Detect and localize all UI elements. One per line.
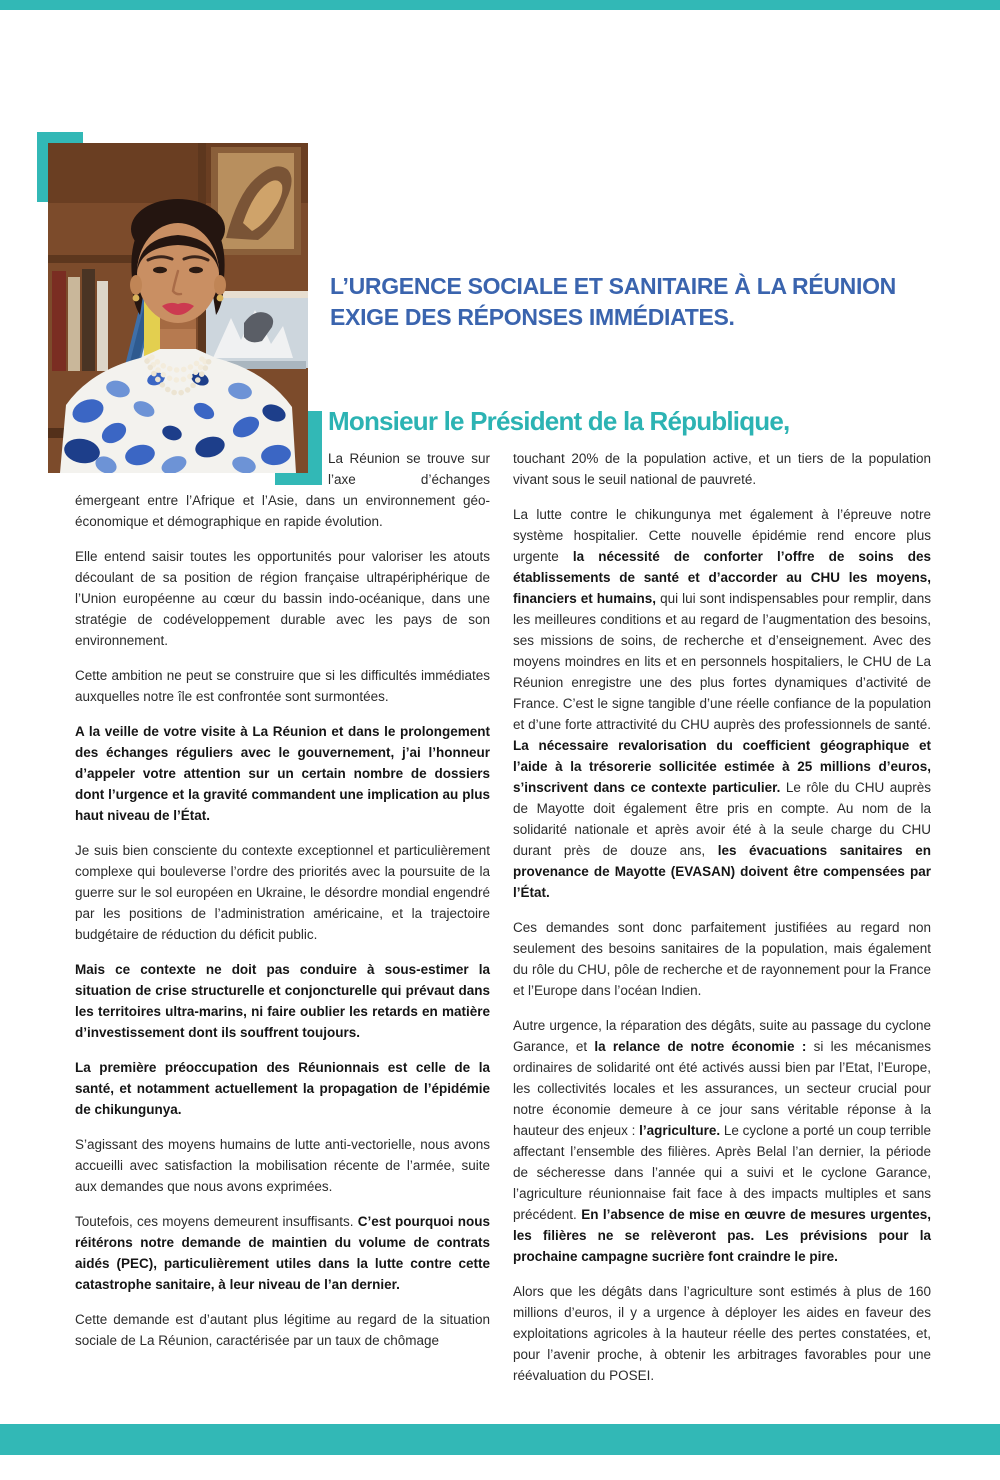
text-run: Ces demandes sont donc parfaitement justifiées au regard non seulement des besoins sanitaires de la population, mais également du rôle du CHU, pôle de recherche et de rayonnement pour la France et l’Europe dans l’océan Indien. (513, 920, 931, 998)
left-column (75, 448, 490, 1400)
paragraph (75, 840, 490, 945)
text-run: Le cyclone a porté un coup terrible affectant l’ensemble des filières. Après Belal l’an dernier, la période de sécheresse dans l’année qui a suivi et le cyclone Garance, l’agriculture réunionnaise fait face à des impacts multiples et sans précédent. (513, 1123, 932, 1222)
paragraph (75, 546, 490, 651)
text-run: Elle entend saisir toutes les opportunités pour valoriser les atouts découlant de sa position de région française ultrapériphérique de l’Union européenne au cœur du bassin indo-océanique, dans une stratégie de codéveloppement durable avec les pays de son environnement. (75, 549, 490, 648)
paragraph (75, 1309, 490, 1351)
paragraph (75, 1134, 490, 1197)
paragraph (75, 1211, 490, 1295)
paragraph (513, 1015, 931, 1267)
bold-text-run: la nécessité de conforter l’offre de soins des établissements de santé et d’accorder au CHU les moyens, financiers et humains, (513, 549, 931, 606)
bold-text-run: C’est pourquoi nous réitérons notre demande de maintien du volume de contrats aidés (PEC), particulièrement utiles dans la lutte contre cette catastrophe sanitaire, à leur niveau de l’an dernier. (75, 1214, 490, 1292)
text-run: La Réunion se trouve sur l’axe d’échanges émergeant entre l’Afrique et l’Asie, dans un environnement géo-économique et démographique en rapide évolution. (75, 451, 490, 529)
bold-text-run: Mais ce contexte ne doit pas conduire à sous-estimer la situation de crise structurelle et conjoncturelle qui prévaut dans les territoires ultra-marins, ni faire oublier les retards en matière d’investissement dont ils souffrent toujours. (75, 962, 490, 1040)
text-run: si les mécanismes ordinaires de solidarité ont été activés aussi bien par l’Etat, l’Europe, les collectivités locales et les assurances, un secteur crucial pour notre économie demeure à ce jour sans véritable réponse à la hauteur des enjeux : (513, 1039, 931, 1138)
text-run: Alors que les dégâts dans l’agriculture sont estimés à plus de 160 millions d’euros, il y a urgence à déployer les aides en faveur des exploitations agricoles à la hauteur réelle des pertes constatées, et, pour l’avenir proche, à obtenir les arbitrages favorables pour une réévaluation du POSEI. (513, 1284, 931, 1383)
headline-line-1: L’URGENCE SOCIALE ET SANITAIRE À LA RÉUNION (330, 273, 896, 299)
text-run: Le rôle du CHU auprès de Mayotte doit également être pris en compte. Au nom de la solidarité nationale et après avoir été à la seule charge du CHU durant près de douze ans, (513, 780, 931, 858)
text-run: S’agissant des moyens humains de lutte anti-vectorielle, nous avons accueilli avec satisfaction la mobilisation récente de l’armée, suite aux demandes que nous avons exprimées. (75, 1137, 490, 1194)
paragraph (75, 721, 490, 826)
bold-text-run: La nécessaire revalorisation du coefficient géographique et l’aide à la trésorerie sollicitée estimée à 25 millions d’euros, s’inscrivent dans ce contexte particulier. (513, 738, 931, 795)
text-run: Je suis bien consciente du contexte exceptionnel et particulièrement complexe qui bouleverse l’ordre des priorités avec la poursuite de la guerre sur le sol européen en Ukraine, le désordre mondial engendré par les positions de l’administration américaine, et la trajectoire budgétaire de réduction du déficit public. (75, 843, 490, 942)
text-run: Autre urgence, la réparation des dégâts, suite au passage du cyclone Garance, et (513, 1018, 931, 1054)
portrait-illustration (48, 143, 308, 473)
text-run: qui lui sont indispensables pour remplir, dans les meilleures conditions et au regard de l’augmentation des besoins, ses missions de soins, de recherche et d’enseignement. Avec des moyens moindres en lits et en personnels hospitaliers, le CHU de La Réunion enregistre une des plus fortes dynamiques d’activité de France. C’est le signe tangible d’une réelle confiance de la population et d’une forte attractivité du CHU auprès des professionnels de santé. (513, 591, 931, 732)
paragraph (75, 665, 490, 707)
top-accent-bar (0, 0, 1000, 10)
bold-text-run: En l’absence de mise en œuvre de mesures urgentes, les filières ne se relèveront pas. Les prévisions pour la prochaine campagne sucrière font craindre le pire. (513, 1207, 932, 1264)
paragraph (75, 959, 490, 1043)
headline (330, 271, 970, 333)
text-run: Cette ambition ne peut se construire que si les difficultés immédiates auxquelles notre île est confrontée sont surmontées. (75, 668, 490, 704)
headline-line-2: EXIGE DES RÉPONSES IMMÉDIATES. (330, 304, 735, 330)
text-run: touchant 20% de la population active, et un tiers de la population vivant sous le seuil national de pauvreté. (513, 451, 931, 487)
paragraph (513, 917, 931, 1001)
paragraph (513, 448, 931, 490)
body-columns (75, 448, 931, 1400)
right-column (513, 448, 931, 1400)
bold-text-run: l’agriculture. (639, 1123, 721, 1138)
bold-text-run: la relance de notre économie : (594, 1039, 807, 1054)
text-run: Cette demande est d’autant plus légitime au regard de la situation sociale de La Réunion, caractérisée par un taux de chômage (75, 1312, 490, 1348)
paragraph (513, 504, 931, 903)
portrait-photo (48, 143, 308, 473)
bold-text-run: les évacuations sanitaires en provenance de Mayotte (EVASAN) doivent être compensées par l’État. (513, 843, 931, 900)
text-run: La lutte contre le chikungunya met également à l’épreuve notre système hospitalier. Cette nouvelle épidémie rend encore plus urgente (513, 507, 931, 564)
salutation-heading: Monsieur le Président de la République, (328, 406, 790, 436)
paragraph (75, 1057, 490, 1120)
paragraph (513, 1281, 931, 1386)
bottom-accent-bar (0, 1424, 1000, 1455)
bold-text-run: La première préoccupation des Réunionnais est celle de la santé, et notamment actuellement la propagation de l’épidémie de chikungunya. (75, 1060, 490, 1117)
text-run: Toutefois, ces moyens demeurent insuffisants. (75, 1214, 358, 1229)
bold-text-run: A la veille de votre visite à La Réunion et dans le prolongement des échanges réguliers avec le gouvernement, j’ai l’honneur d’appeler votre attention sur un certain nombre de dossiers dont l’urgence et la gravité commandent une implication au plus haut niveau de l’État. (75, 724, 490, 823)
